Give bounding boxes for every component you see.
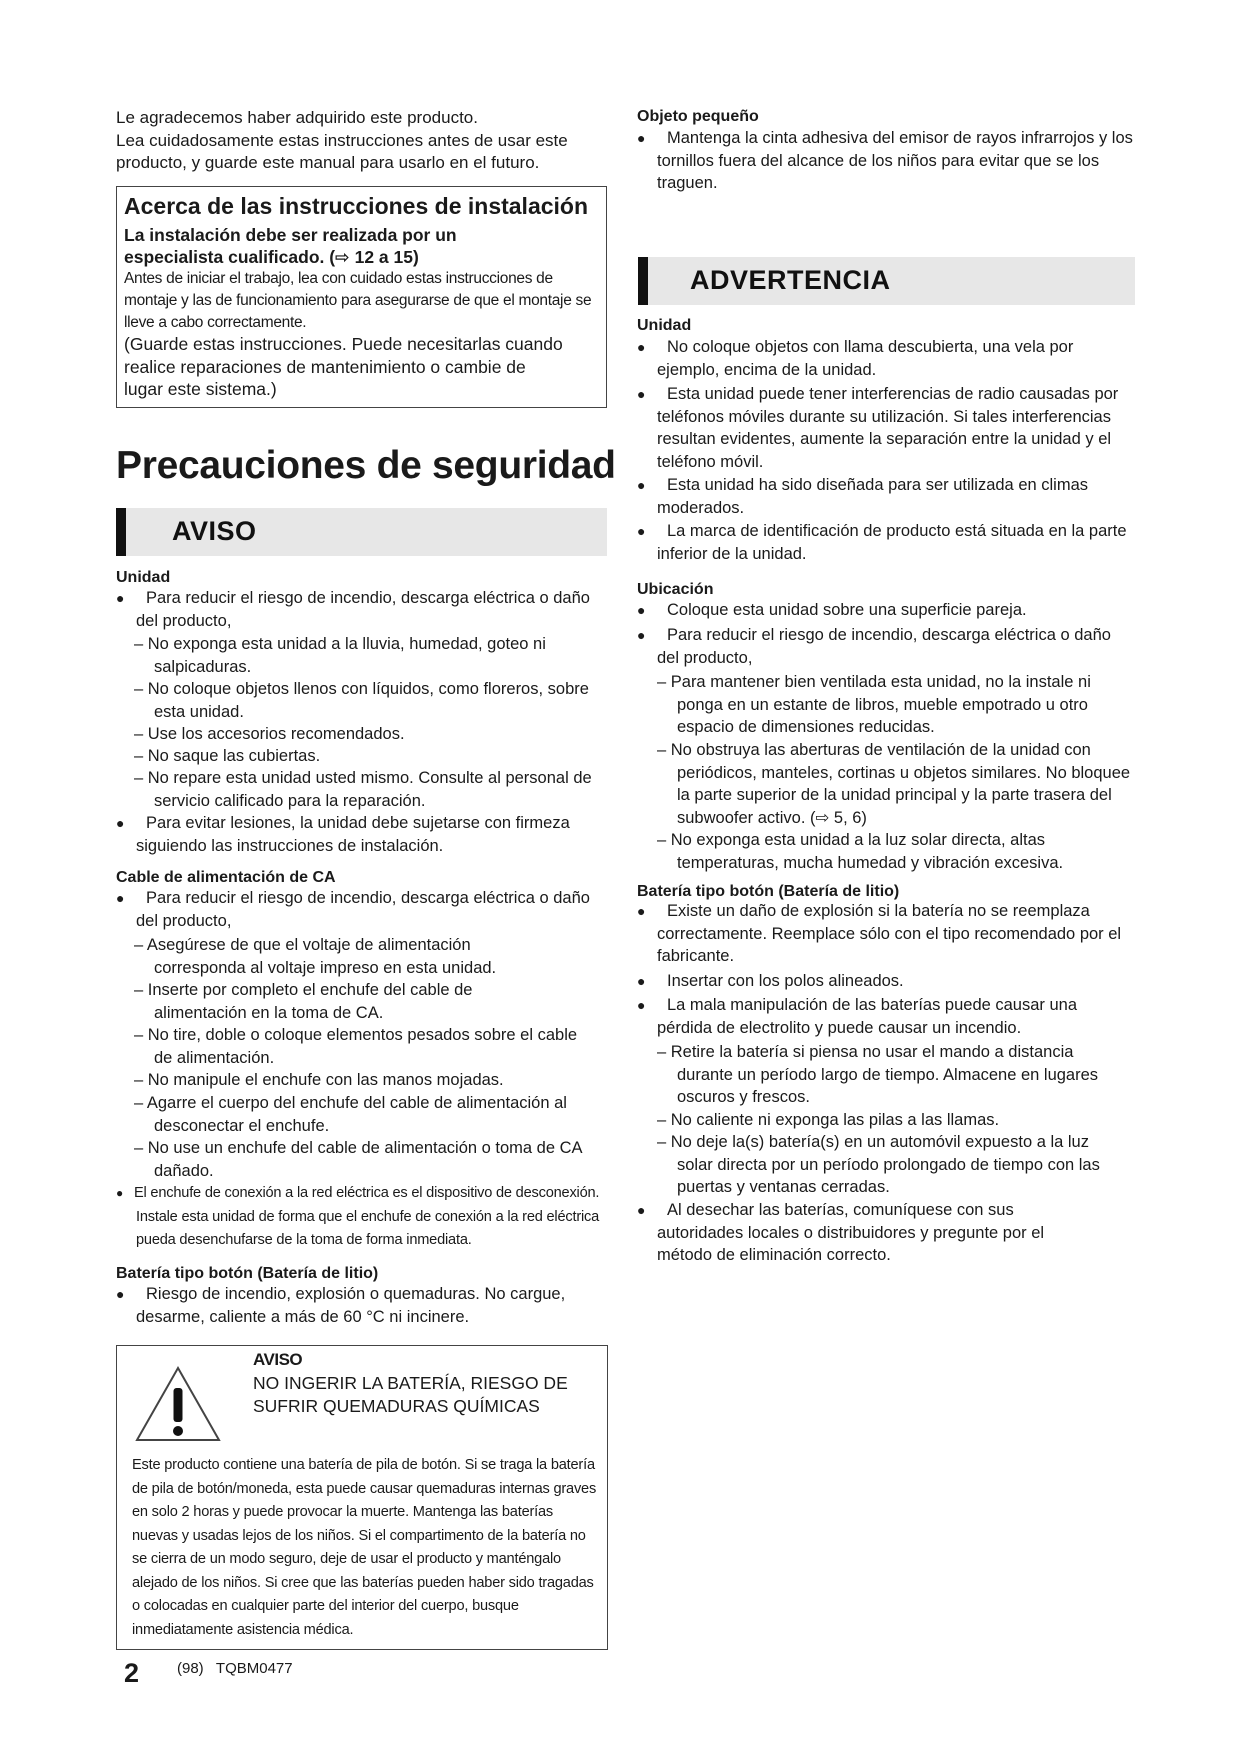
list-item: ● Para reducir el riesgo de incendio, descarga eléctrica o daño del producto,: [116, 889, 590, 930]
list-item: – Inserte por completo el enchufe del cable de alimentación en la toma de CA.: [134, 981, 473, 1022]
battery-warning-box: [116, 1345, 608, 1650]
bullet-icon: ●: [116, 1186, 124, 1200]
bullet-icon: ●: [637, 1202, 646, 1218]
bateria-heading: Batería tipo botón (Batería de litio): [116, 1265, 379, 1282]
installation-box-title: Acerca de las instrucciones de instalación: [124, 193, 589, 219]
list-item: – No caliente ni exponga las pilas a las llamas.: [657, 1111, 1000, 1129]
list-item: – No manipule el enchufe con las manos mojadas.: [134, 1071, 504, 1089]
bullet-icon: ●: [116, 590, 125, 606]
list-item: ● Esta unidad puede tener interferencias de radio causadas por teléfonos móviles durante su utilización. Si tales interferencias resultan evidentes, aumente la separación entre la unidad y el teléfono móvil.: [637, 385, 1119, 471]
bullet-icon: ●: [637, 997, 646, 1013]
bullet-icon: ●: [637, 903, 646, 919]
installation-box-note: (Guarde estas instrucciones. Puede necesitarlas cuando realice reparaciones de mantenimiento o cambie de lugar este sistema.): [124, 334, 563, 399]
bullet-icon: ●: [116, 815, 125, 831]
unidad-heading: Unidad: [116, 569, 171, 586]
bullet-icon: ●: [637, 477, 646, 493]
aviso-banner-label: AVISO: [172, 516, 257, 546]
banner-bar: [116, 508, 126, 556]
list-item: – No exponga esta unidad a la luz solar directa, altas temperaturas, mucha humedad y vibración excesiva.: [657, 831, 1064, 872]
list-item: ● Para evitar lesiones, la unidad debe sujetarse con firmeza siguiendo las instrucciones de instalación.: [116, 814, 570, 855]
bullet-icon: ●: [637, 973, 646, 989]
list-item: ● Esta unidad ha sido diseñada para ser utilizada en climas moderados.: [637, 476, 1089, 517]
list-item: – No tire, doble o coloque elementos pesados sobre el cable de alimentación.: [134, 1026, 578, 1067]
banner-bar: [638, 257, 648, 305]
list-item: – No deje la(s) batería(s) en un automóvil expuesto a la luz solar directa por un período prolongado de tiempo con las puertas y ventanas cerradas.: [657, 1133, 1100, 1196]
list-item: ● Al desechar las baterías, comuníquese con sus autoridades locales o distribuidores y pregunte por el método de eliminación correcto.: [637, 1201, 1045, 1264]
list-item: ● La marca de identificación de producto está situada en la parte inferior de la unidad.: [637, 522, 1127, 563]
list-item: – No repare esta unidad usted mismo. Consulte al personal de servicio calificado para la reparación.: [134, 769, 592, 810]
installation-box: [116, 186, 607, 408]
bateria-heading: Batería tipo botón (Batería de litio): [637, 883, 900, 900]
warning-triangle-icon: [133, 1364, 223, 1444]
intro-line-1: Le agradecemos haber adquirido este producto.: [116, 108, 478, 127]
list-item: – No obstruya las aberturas de ventilación de la unidad con periódicos, manteles, cortinas u objetos similares. No bloquee la parte superior de la unidad principal y la parte trasera del subwoofer activo. (⇨ 5, 6): [657, 741, 1131, 827]
list-item: – No use un enchufe del cable de alimentación o toma de CA dañado.: [134, 1139, 582, 1180]
aviso-banner: [116, 508, 607, 556]
list-item: ● Mantenga la cinta adhesiva del emisor de rayos infrarrojos y los tornillos fuera del alcance de los niños para evitar que se los traguen.: [637, 129, 1133, 192]
list-item: ● No coloque objetos con llama descubierta, una vela por ejemplo, encima de la unidad.: [637, 338, 1074, 379]
objeto-heading: Objeto pequeño: [637, 108, 759, 125]
list-item: – No saque las cubiertas.: [134, 747, 321, 765]
bullet-icon: ●: [637, 386, 646, 402]
list-item: ● Insertar con los polos alineados.: [637, 970, 1135, 993]
list-item: ● El enchufe de conexión a la red eléctrica es el dispositivo de desconexión. Instale esta unidad de forma que el enchufe de conexión a la red eléctrica pueda desenchufarse de la toma de forma inmediata.: [116, 1182, 608, 1253]
warning-box-body: Este producto contiene una batería de pila de botón. Si se traga la batería de pila de botón/moneda, esta puede causar quemaduras internas graves en solo 2 horas y puede provocar la muerte. Mantenga las baterías nuevas y usadas lejos de los niños. Si el compartimento de la batería no se cierra de un modo seguro, deje de usar el producto y manténgalo alejado de los niños. Si cree que las baterías pueden haber sido tragadas o colocadas en cualquier parte del interior del cuerpo, busque inmediatamente asistencia médica.: [132, 1457, 597, 1638]
list-item: ● Para reducir el riesgo de incendio, descarga eléctrica o daño del producto,: [637, 626, 1111, 667]
unidad-heading: Unidad: [637, 317, 692, 334]
intro-line-2: Lea cuidadosamente estas instrucciones antes de usar este producto, y guarde este manual para usarlo en el futuro.: [116, 130, 568, 172]
list-item: ● Coloque esta unidad sobre una superficie pareja.: [637, 599, 1135, 622]
page-number: 2: [124, 1658, 140, 1688]
bullet-icon: ●: [116, 1286, 125, 1302]
warning-box-line-2: SUFRIR QUEMADURAS QUÍMICAS: [253, 1395, 540, 1416]
bullet-icon: ●: [637, 130, 646, 146]
installation-box-body: Antes de iniciar el trabajo, lea con cuidado estas instrucciones de montaje y las de funcionamiento para asegurarse de que el montaje se lleve a cabo correctamente.: [124, 270, 592, 331]
ubicacion-heading: Ubicación: [637, 581, 714, 598]
list-item: – No exponga esta unidad a la lluvia, humedad, goteo ni salpicaduras.: [134, 635, 546, 676]
bullet-icon: ●: [637, 339, 646, 355]
list-item: ● Para reducir el riesgo de incendio, descarga eléctrica o daño del producto,: [116, 589, 590, 630]
list-item: ● Riesgo de incendio, explosión o quemaduras. No cargue, desarme, caliente a más de 60 °C ni incinere.: [116, 1285, 566, 1326]
warning-box-label: AVISO: [253, 1350, 303, 1369]
list-item: – Asegúrese de que el voltaje de alimentación corresponda al voltaje impreso en esta unidad.: [134, 936, 497, 977]
list-item: ● Existe un daño de explosión si la batería no se reemplaza correctamente. Reemplace sólo con el tipo recomendado por el fabricante.: [637, 902, 1122, 965]
list-item: – Retire la batería si piensa no usar el mando a distancia durante un período largo de tiempo. Almacene en lugares oscuros y frescos.: [657, 1043, 1099, 1106]
bullet-icon: ●: [116, 890, 125, 906]
document-code: (98) TQBM0477: [177, 1660, 293, 1677]
warning-box-line-1: NO INGERIR LA BATERÍA, RIESGO DE: [253, 1373, 568, 1393]
list-item: – Agarre el cuerpo del enchufe del cable de alimentación al desconectar el enchufe.: [134, 1094, 567, 1135]
installation-box-bold: La instalación debe ser realizada por un especialista cualificado. (⇨ 12 a 15): [124, 225, 457, 267]
list-item: – No coloque objetos llenos con líquidos, como floreros, sobre esta unidad.: [134, 680, 589, 721]
intro-text: [116, 107, 616, 175]
list-item: ● La mala manipulación de las baterías puede causar una pérdida de electrolito y puede causar un incendio.: [637, 996, 1078, 1037]
warning-box-heading: [253, 1372, 568, 1417]
advertencia-banner: [638, 257, 1135, 305]
advertencia-banner-label: ADVERTENCIA: [690, 265, 891, 295]
bullet-icon: ●: [637, 523, 646, 539]
bullet-icon: ●: [637, 627, 646, 643]
safety-title: Precauciones de seguridad: [116, 444, 616, 487]
bullet-icon: ●: [637, 602, 646, 618]
cable-heading: Cable de alimentación de CA: [116, 869, 336, 886]
list-item: – Para mantener bien ventilada esta unidad, no la instale ni ponga en un estante de libros, mueble empotrado u otro espacio de dimensiones reducidas.: [657, 673, 1091, 736]
list-item: – Use los accesorios recomendados.: [134, 725, 405, 743]
